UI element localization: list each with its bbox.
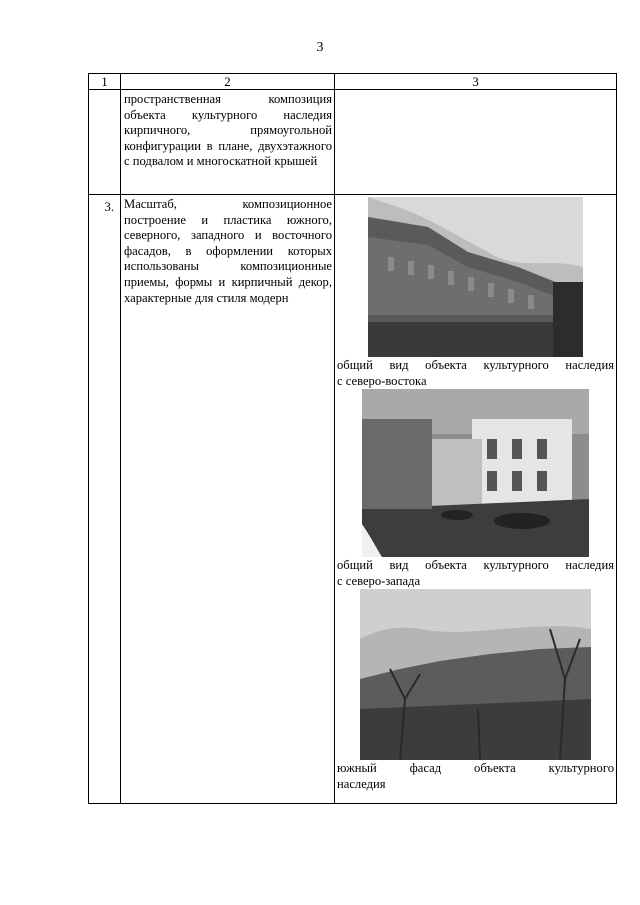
cell-photos <box>335 195 617 804</box>
photo-caption-1-line1: общий вид объекта культурного наследия <box>337 358 614 372</box>
photo-block-3 <box>335 589 616 792</box>
cell-number-empty <box>89 90 121 195</box>
photo-caption-3-line2: наследия <box>337 777 386 791</box>
header-col-1: 1 <box>89 74 121 90</box>
heritage-table <box>88 73 617 804</box>
cell-photo-empty <box>335 90 617 195</box>
photo-caption-1-line2: с северо-востока <box>337 374 427 388</box>
photo-block-1 <box>335 195 616 389</box>
cell-number <box>89 195 121 804</box>
header-col-3: 3 <box>335 74 617 90</box>
cell-description <box>121 195 335 804</box>
photo-block-2 <box>335 389 616 589</box>
photo-northeast <box>368 197 583 357</box>
row-number: 3. <box>104 200 114 214</box>
table-header-row <box>89 74 617 90</box>
photo-caption-3-line1: южный фасад объекта культурного <box>337 761 614 775</box>
photo-caption-2-line1: общий вид объекта культурного наследия <box>337 558 614 572</box>
table-row-continued <box>89 90 617 195</box>
table-row-3 <box>89 195 617 804</box>
photo-northwest <box>362 389 589 557</box>
cell-description-continued <box>121 90 335 195</box>
page-number: 3 <box>316 40 324 55</box>
photo-south-facade <box>360 589 591 760</box>
header-col-2: 2 <box>121 74 335 90</box>
description-text: Масштаб, композиционное построение и пластика южного, северного, западного и восточного фасадов, в оформлении которых использованы композиционные приемы, формы и кирпичный декор, характерные для стиля модерн <box>124 197 332 305</box>
photo-caption-2-line2: с северо-запада <box>337 574 421 588</box>
description-text-continued: пространственная композиция объекта культурного наследия кирпичного, прямоугольной конфигурации в плане, двухэтажного с подвалом и многоскатной крышей <box>124 92 332 169</box>
